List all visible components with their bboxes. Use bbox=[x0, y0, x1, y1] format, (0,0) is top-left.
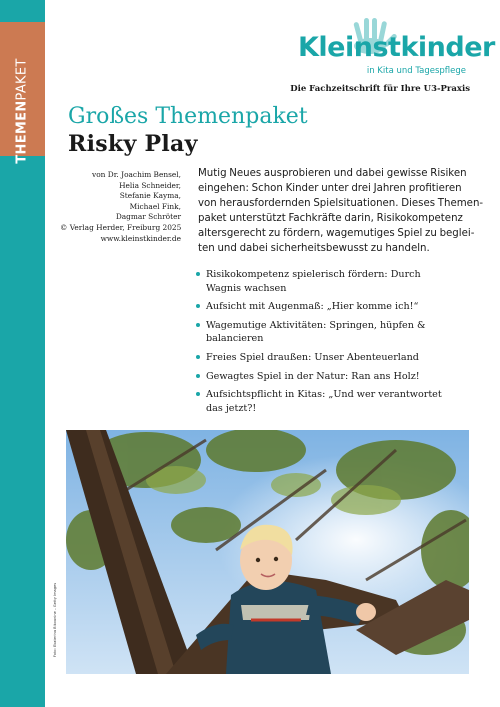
bullet-dot-icon bbox=[196, 304, 200, 308]
brand-name: Kleinstkinder bbox=[298, 32, 495, 63]
topic-list bbox=[196, 268, 478, 420]
side-tab bbox=[0, 22, 45, 164]
brand-logo bbox=[292, 18, 495, 88]
author-block bbox=[60, 170, 181, 244]
intro-line: paket unterstützt Fachkräfte darin, Risikokompetenz bbox=[198, 213, 463, 225]
intro-line: altersgerecht zu fördern, wagemutiges Spiel zu beglei- bbox=[198, 228, 475, 240]
intro-paragraph bbox=[198, 166, 484, 257]
author-line: Stefanie Kayma, bbox=[119, 191, 181, 201]
photo-credit: Foto: Ekaterina Bikounine – Getty Images bbox=[53, 582, 57, 658]
intro-line: von herausfordernden Spielsituationen. Dieses Themen- bbox=[198, 198, 484, 210]
copyright-line: © Verlag Herder, Freiburg 2025 bbox=[60, 222, 182, 232]
page-title: Risky Play bbox=[68, 131, 198, 157]
intro-line: eingehen: Schon Kinder unter drei Jahren profitieren bbox=[198, 183, 462, 195]
list-item: Freies Spiel draußen: Unser Abenteuerland bbox=[196, 351, 478, 365]
brand-tagline: Die Fachzeitschrift für Ihre U3-Praxis bbox=[290, 84, 470, 94]
child-climbing-tree-image bbox=[66, 430, 469, 674]
bullet-dot-icon bbox=[196, 355, 200, 359]
list-item: Aufsichtspflicht in Kitas: „Und wer verantwortet das jetzt?! bbox=[196, 388, 478, 415]
side-tab-label: THEMENPAKET bbox=[14, 58, 30, 164]
bullet-dot-icon bbox=[196, 323, 200, 327]
author-line: von Dr. Joachim Bensel, bbox=[92, 170, 181, 179]
cover-photo bbox=[66, 430, 469, 674]
website-link[interactable]: www.kleinstkinder.de bbox=[100, 233, 181, 243]
author-line: Dagmar Schröter bbox=[115, 212, 181, 222]
bullet-dot-icon bbox=[196, 392, 200, 396]
author-line: Michael Fink, bbox=[129, 201, 181, 211]
list-item: Aufsicht mit Augenmaß: „Hier komme ich!“ bbox=[196, 300, 478, 314]
bullet-dot-icon bbox=[196, 374, 200, 378]
intro-line: ten und dabei sicherheitsbewusst zu handeln. bbox=[198, 243, 430, 255]
brand-subtitle: in Kita und Tagespflege bbox=[366, 66, 466, 76]
list-item: Gewagtes Spiel in der Natur: Ran ans Holz! bbox=[196, 370, 478, 384]
intro-line: Mutig Neues ausprobieren und dabei gewisse Risiken bbox=[198, 168, 467, 179]
page-kicker: Großes Themenpaket bbox=[68, 104, 308, 129]
author-line: Helia Schneider, bbox=[119, 180, 181, 190]
bullet-dot-icon bbox=[196, 272, 200, 276]
list-item: Wagemutige Aktivitäten: Springen, hüpfen & balancieren bbox=[196, 319, 478, 346]
list-item: Risikokompetenz spielerisch fördern: Durch Wagnis wachsen bbox=[196, 268, 478, 295]
